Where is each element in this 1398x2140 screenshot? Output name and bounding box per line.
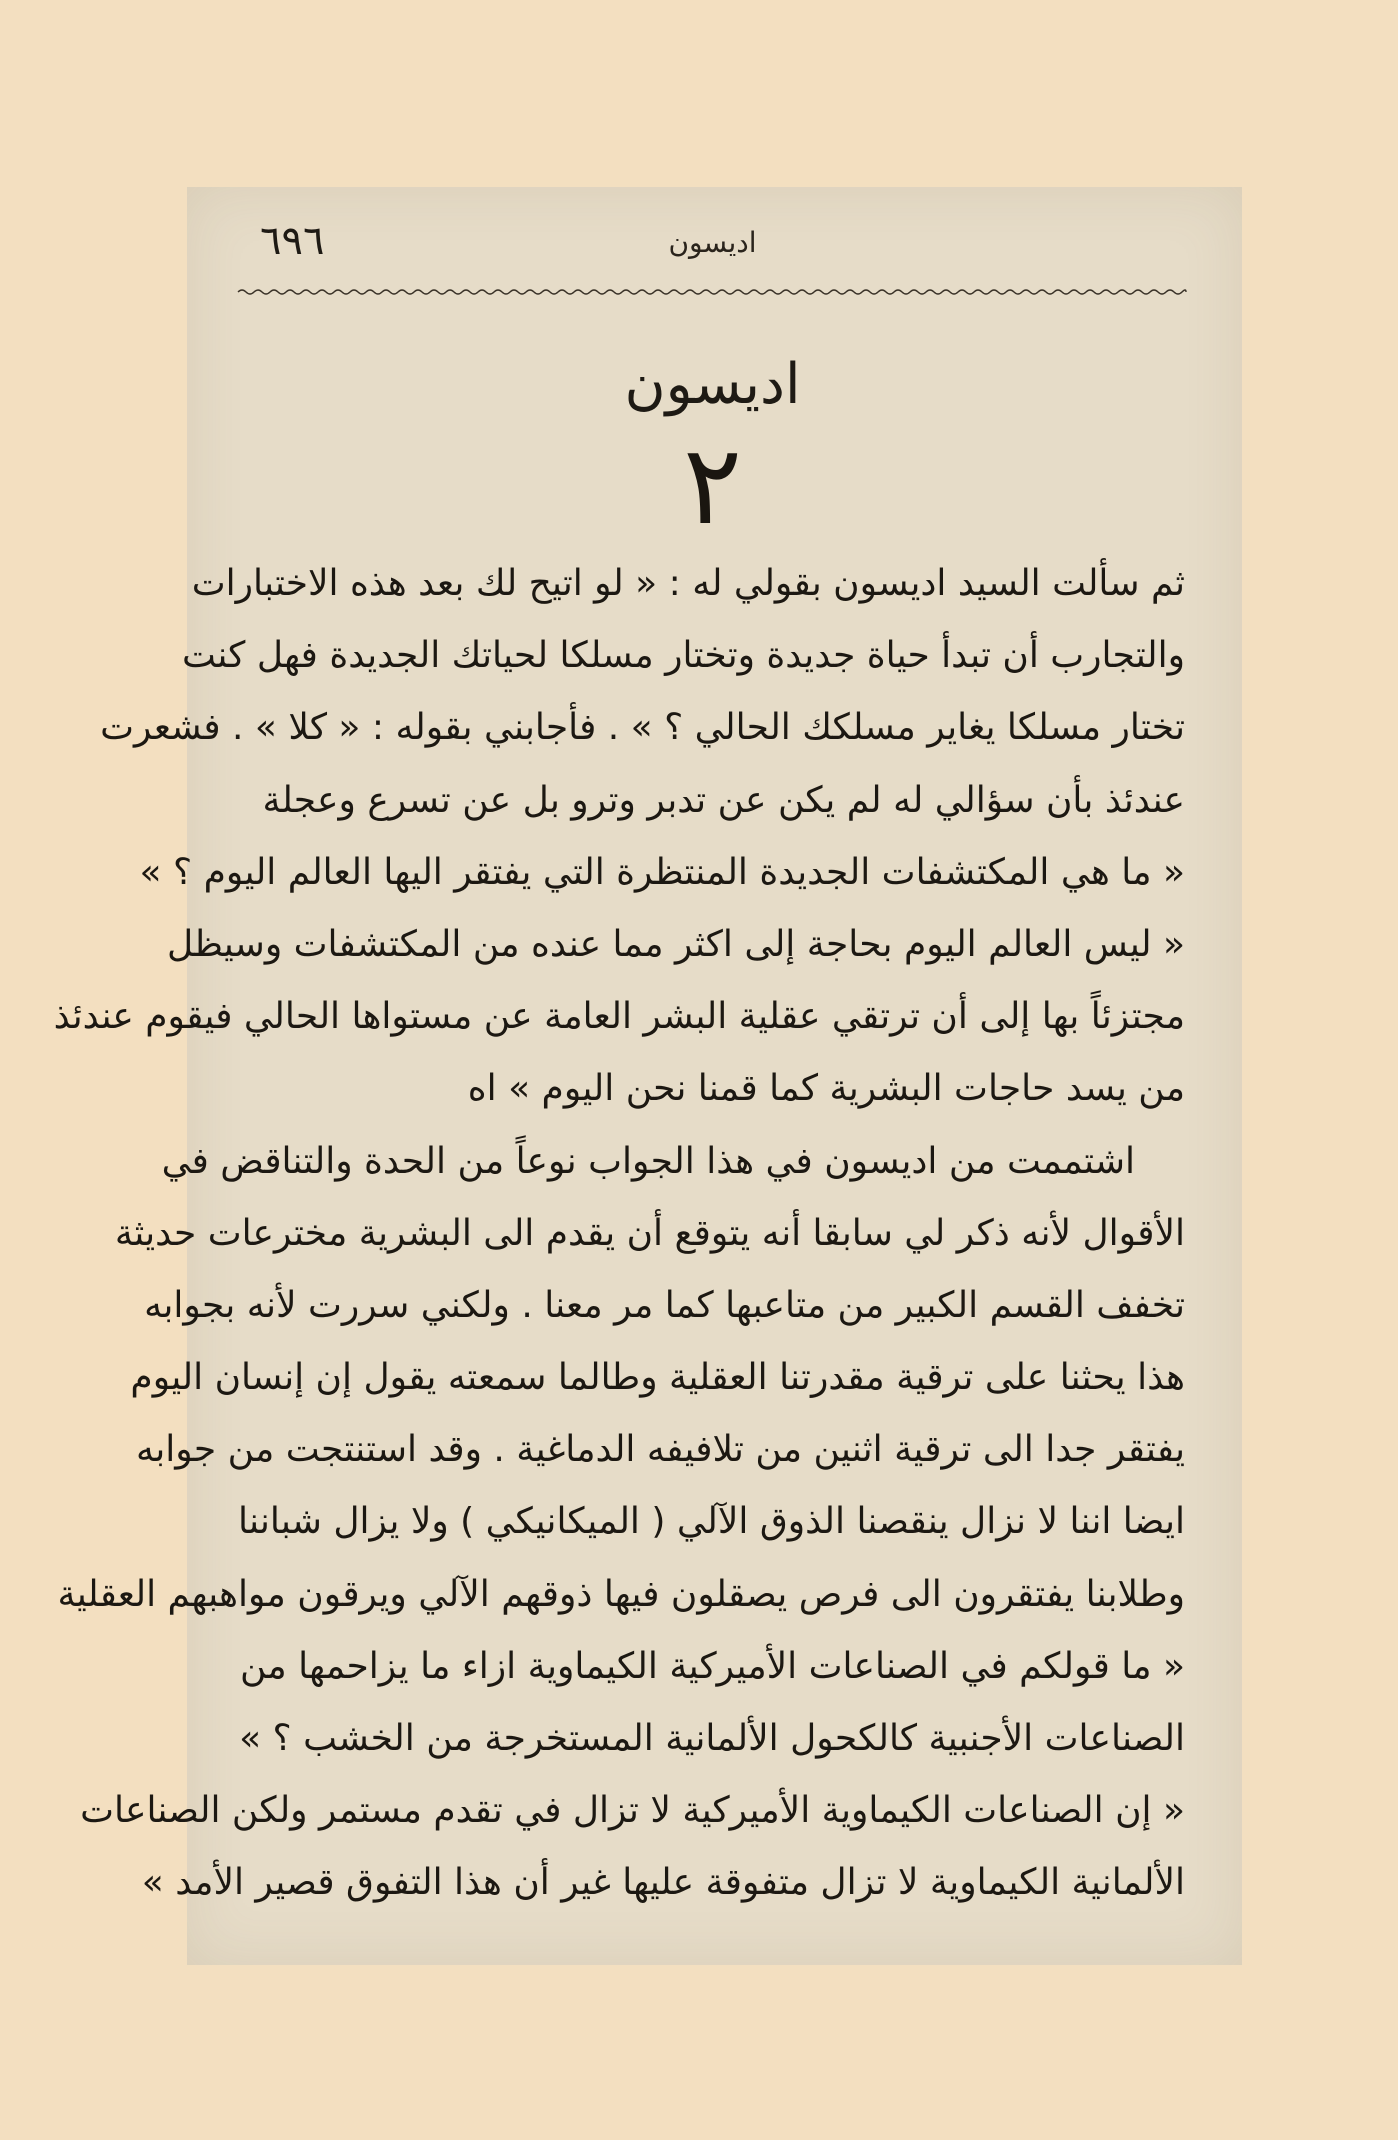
text-line: « إن الصناعات الكيماوية الأميركية لا تزال في تقدم مستمر ولكن الصناعات (80, 1790, 1185, 1832)
page-number: ٦٩٦ (260, 218, 325, 264)
text-line: يفتقر جدا الى ترقية اثنين من تلافيفه الدماغية . وقد استنتجت من جوابه (135, 1429, 1185, 1471)
text-line: الصناعات الأجنبية كالكحول الألمانية المستخرجة من الخشب ؟ » (239, 1718, 1185, 1759)
text-line: مجتزئاً بها إلى أن ترتقي عقلية البشر العامة عن مستواها الحالي فيقوم عندئذ (53, 996, 1185, 1038)
text-line: من يسد حاجات البشرية كما قمنا نحن اليوم » اه (467, 1068, 1185, 1110)
text-line: الأقوال لأنه ذكر لي سابقا أنه يتوقع أن يقدم الى البشرية مخترعات حديثة (114, 1212, 1185, 1254)
body-text (53, 548, 1185, 1920)
text-line: « ما هي المكتشفات الجديدة المنتظرة التي يفتقر اليها العالم اليوم ؟ » (139, 851, 1185, 893)
chapter-number: ٢ (682, 421, 743, 549)
text-line: « ليس العالم اليوم بحاجة إلى اكثر مما عنده من المكتشفات وسيظل (167, 923, 1185, 965)
text-line: الألمانية الكيماوية لا تزال متفوقة عليها غير أن هذا التفوق قصير الأمد » (141, 1862, 1185, 1904)
text-line: وطلابنا يفتقرون الى فرص يصقلون فيها ذوقهم الآلي ويرقون مواهبهم العقلية (57, 1573, 1185, 1615)
text-line: تخفف القسم الكبير من متاعبها كما مر معنا . ولكني سررت لأنه بجوابه (144, 1284, 1185, 1326)
text-line: تختار مسلكا يغاير مسلكك الحالي ؟ » . فأجابني بقوله : « كلا » . فشعرت (100, 707, 1185, 749)
running-title: اديسون (668, 226, 757, 259)
text-line: ثم سألت السيد اديسون بقولي له : « لو اتيح لك بعد هذه الاختبارات (191, 563, 1185, 604)
text-line: اشتممت من اديسون في هذا الجواب نوعاً من الحدة والتناقض في (161, 1140, 1135, 1182)
text-line: والتجارب أن تبدأ حياة جديدة وتختار مسلكا لحياتك الجديدة فهل كنت (182, 635, 1185, 677)
chapter-title: اديسون (624, 352, 801, 417)
text-line: هذا يحثنا على ترقية مقدرتنا العقلية وطالما سمعته يقول إن إنسان اليوم (130, 1357, 1185, 1399)
text-line: « ما قولكم في الصناعات الأميركية الكيماوية ازاء ما يزاحمها من (240, 1645, 1185, 1687)
text-line: ايضا اننا لا نزال ينقصنا الذوق الآلي ( الميكانيكي ) ولا يزال شباننا (238, 1501, 1185, 1543)
running-header (240, 218, 1185, 278)
text-line: عندئذ بأن سؤالي له لم يكن عن تدبر وترو بل عن تسرع وعجلة (262, 779, 1185, 821)
header-rule (238, 287, 1186, 297)
